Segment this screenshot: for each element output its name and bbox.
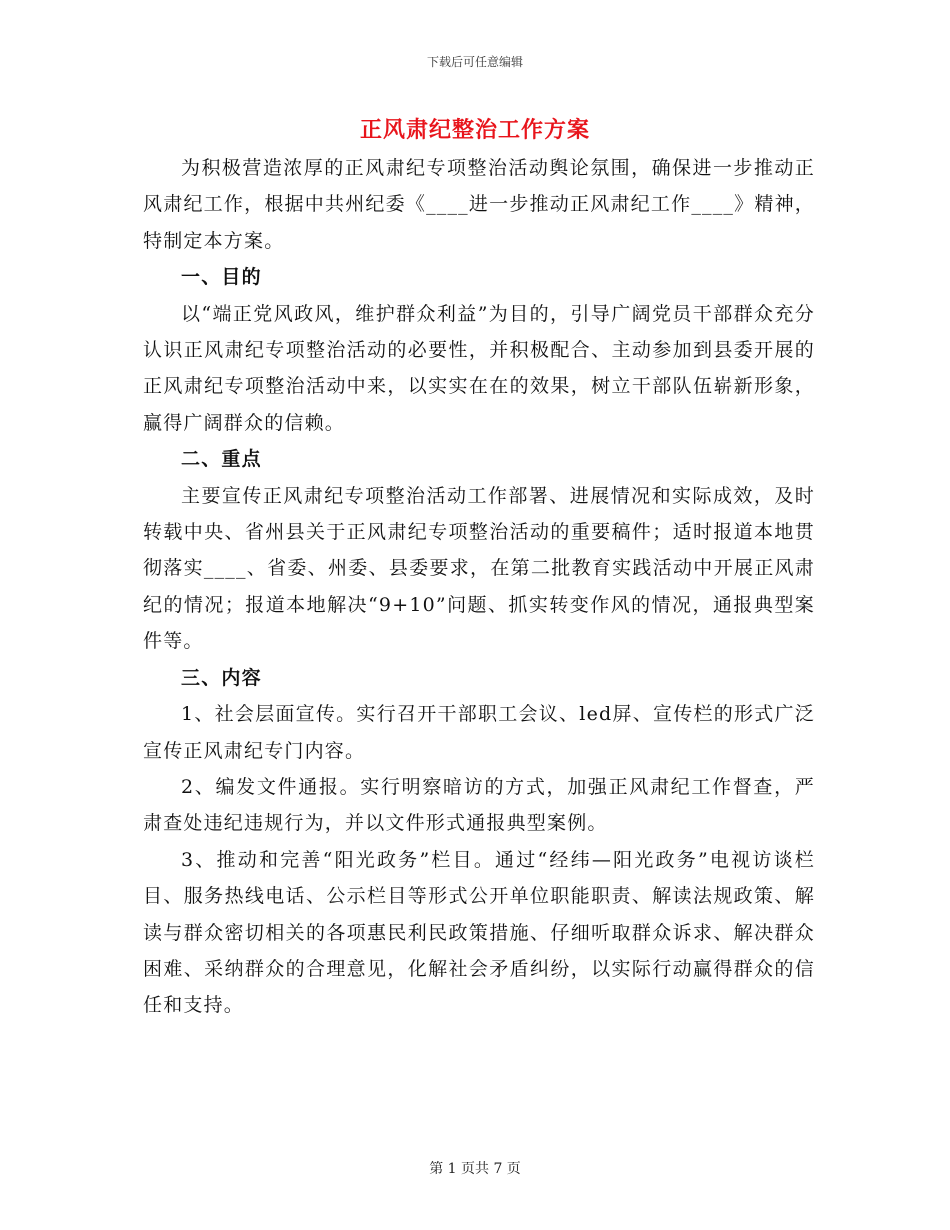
document-title: 正风肃纪整治工作方案 — [359, 117, 590, 143]
intro-paragraph: 为积极营造浓厚的正风肃纪专项整治活动舆论氛围，确保进一步推动正风肃纪工作，根据中共州纪委《____进一步推动正风肃纪工作____》精神，特制定本方案。 — [143, 157, 815, 252]
header-note: 下载后可任意编辑 — [426, 55, 523, 69]
content-item-2: 2、编发文件通报。实行明察暗访的方式，加强正风肃纪工作督查，严肃查处违纪违规行为，并以文件形式通报典型案例。 — [143, 775, 815, 835]
content-item-1: 1、社会层面宣传。实行召开干部职工会议、led屏、宣传栏的形式广泛宣传正风肃纪专门内容。 — [143, 703, 815, 762]
section-heading-content: 三、内容 — [181, 666, 262, 689]
page-number: 第 1 页共 7 页 — [429, 1161, 521, 1177]
section-heading-focus: 二、重点 — [181, 448, 262, 471]
focus-paragraph: 主要宣传正风肃纪专项整治活动工作部署、进展情况和实际成效，及时转载中央、省州县关于正风肃纪专项整治活动的重要稿件；适时报道本地贯彻落实____、省委、州委、县委要求，在第二批教育实践活动中开展正风肃纪的情况；报道本地解决“9+10”问题、抓实转变作风的情况，通报典型案件等。 — [143, 484, 815, 653]
section-heading-purpose: 一、目的 — [181, 266, 262, 289]
purpose-paragraph: 以“端正党风政风，维护群众利益”为目的，引导广阔党员干部群众充分认识正风肃纪专项整治活动的必要性，并积极配合、主动参加到县委开展的正风肃纪专项整治活动中来，以实实在在的效果，树立干部队伍崭新形象，赢得广阔群众的信赖。 — [143, 302, 815, 434]
document-body — [143, 150, 815, 1024]
content-item-3: 3、推动和完善“阳光政务”栏目。通过“经纬—阳光政务”电视访谈栏目、服务热线电话、公示栏目等形式公开单位职能职责、解读法规政策、解读与群众密切相关的各项惠民利民政策措施、仔细听取群众诉求、解决群众困难、采纳群众的合理意见，化解社会矛盾纠纷，以实际行动赢得群众的信任和支持。 — [143, 848, 815, 1017]
